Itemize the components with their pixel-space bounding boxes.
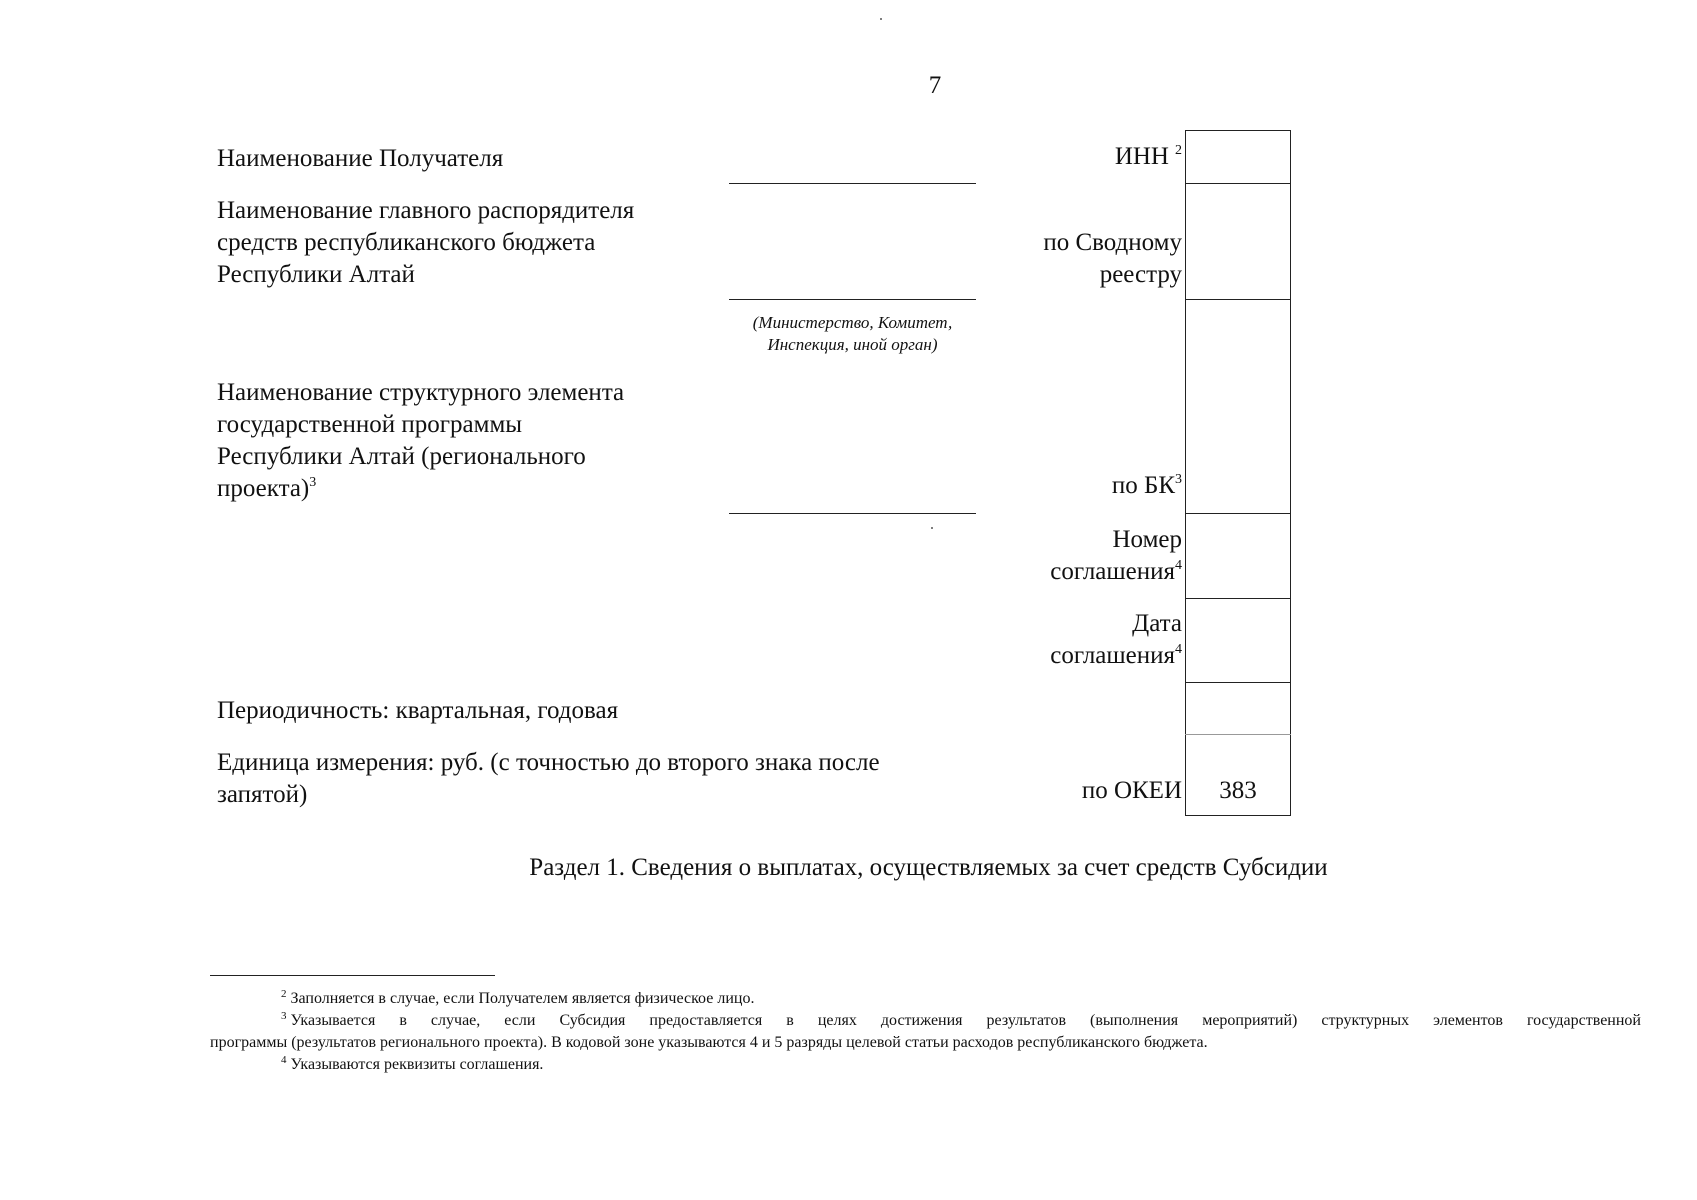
agreement-number-cell-bottom — [1185, 598, 1291, 599]
main-manager-hint-line-2: Инспекция, иной орган) — [767, 335, 938, 354]
main-manager-hint-line-1: (Министерство, Комитет, — [752, 313, 953, 332]
periodicity-label: Периодичность: квартальная, годовая — [217, 697, 619, 724]
bk-label-text: по БК — [1111, 472, 1175, 499]
okei-label: по ОКЕИ — [1081, 777, 1182, 804]
agreement-number-cell[interactable] — [1187, 515, 1289, 597]
recipient-label: Наименование Получателя — [217, 145, 504, 172]
main-manager-name-line[interactable] — [729, 299, 976, 300]
bk-cell-bottom — [1185, 513, 1291, 514]
footnote-ref-2: 2 — [1175, 143, 1182, 158]
agreement-date-label-line-2 — [1050, 640, 1182, 672]
footnote-mark-4: 4 — [281, 1054, 287, 1066]
svodny-label-line-1: по Сводному — [1043, 229, 1182, 256]
agreement-date-label-line-1: Дата — [1132, 610, 1182, 637]
structural-element-label-line-2: государственной программы — [217, 411, 523, 438]
structural-element-label-line-3: Республики Алтай (регионального — [217, 443, 586, 470]
bk-cell[interactable] — [1187, 301, 1289, 512]
code-zone-bottom-border — [1185, 815, 1291, 816]
main-manager-label-line-3: Республики Алтай — [217, 261, 415, 288]
inn-cell-bottom — [1185, 183, 1291, 184]
section-title: Раздел 1. Сведения о выплатах, осуществляемых за счет средств Субсидии — [529, 854, 1328, 881]
footnote-2-text: Заполняется в случае, если Получателем является физическое лицо. — [290, 990, 755, 1007]
agreement-date-label-text: соглашения — [1050, 642, 1175, 669]
footnote-ref-4: 4 — [1175, 558, 1182, 573]
agreement-date-cell[interactable] — [1187, 600, 1289, 681]
structural-element-label-line-4 — [217, 473, 316, 505]
periodicity-cell-bottom — [1185, 734, 1291, 735]
main-manager-label-line-2: средств республиканского бюджета — [217, 229, 596, 256]
code-zone-top-border — [1185, 130, 1291, 131]
footnote-ref-3-bk: 3 — [1175, 472, 1182, 487]
svodny-cell[interactable] — [1187, 185, 1289, 298]
agreement-number-label-line-2 — [1050, 556, 1182, 588]
agreement-number-label-line-1: Номер — [1112, 526, 1182, 553]
footnote-4-text: Указываются реквизиты соглашения. — [290, 1056, 544, 1073]
main-manager-label-line-1: Наименование главного распорядителя — [217, 197, 635, 224]
structural-element-name-line[interactable] — [729, 513, 976, 514]
structural-element-label-text: проекта) — [217, 475, 310, 502]
agreement-number-label-text: соглашения — [1050, 558, 1175, 585]
inn-cell[interactable] — [1187, 132, 1289, 182]
footnote-mark-2: 2 — [281, 988, 287, 1000]
footnote-3-line-2: программы (результатов регионального проекта). В кодовой зоне указываются 4 и 5 разряды целевой статьи расходов республиканского бюджета. — [210, 1034, 1208, 1051]
structural-element-label-line-1: Наименование структурного элемента — [217, 379, 625, 406]
footnote-ref-4-date: 4 — [1175, 642, 1182, 657]
footnote-2 — [281, 988, 754, 1010]
footnote-4 — [281, 1054, 543, 1076]
recipient-name-line[interactable] — [729, 183, 976, 184]
agreement-date-cell-bottom — [1185, 682, 1291, 683]
svodny-cell-bottom — [1185, 299, 1291, 300]
footnote-mark-3: 3 — [281, 1010, 287, 1022]
scan-speck — [880, 18, 882, 20]
unit-label-line-1: Единица измерения: руб. (с точностью до второго знака после — [217, 749, 880, 776]
page-number: 7 — [928, 72, 942, 99]
okei-code-value: 383 — [1219, 777, 1257, 804]
unit-label-line-2: запятой) — [217, 781, 308, 808]
svodny-label-line-2: реестру — [1099, 261, 1182, 288]
footnote-separator — [210, 975, 495, 976]
inn-label — [1115, 141, 1182, 173]
scan-speck — [931, 527, 933, 529]
inn-label-text: ИНН — [1114, 143, 1169, 170]
footnote-3-text-1: Указывается в случае, если Субсидия предоставляется в целях достижения результатов (выполнения мероприятий) структурных элементов государственной — [290, 1012, 1641, 1029]
bk-label — [1112, 470, 1182, 502]
footnote-3-line-1 — [281, 1010, 1641, 1032]
footnote-ref-3: 3 — [309, 475, 317, 490]
